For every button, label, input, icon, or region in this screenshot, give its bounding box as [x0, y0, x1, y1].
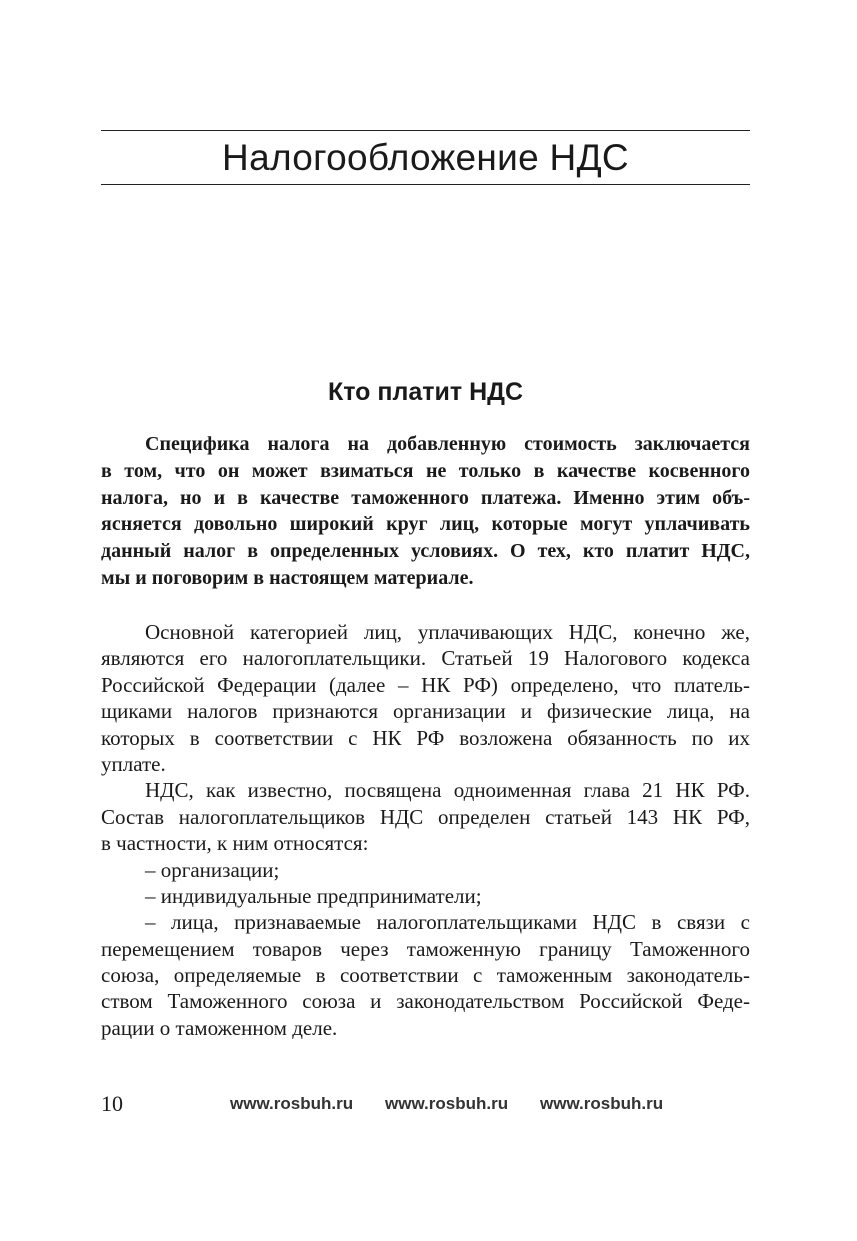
- paragraph: [101, 619, 750, 777]
- text-line: Специфика налога на добавленную стоимость заключается: [145, 433, 750, 455]
- paragraph: [101, 777, 750, 856]
- footer-url[interactable]: www.rosbuh.ru: [385, 1094, 509, 1113]
- text-line: мы и поговорим в настоящем материале.: [101, 566, 474, 589]
- list-item: – индивидуальные предприниматели;: [145, 883, 482, 908]
- text-line: Состав налогоплательщиков НДС определен статьей 143 НК РФ,: [101, 804, 750, 829]
- text-line: являются его налогоплательщики. Статьей 19 Налогового кодекса: [101, 646, 750, 671]
- text-line: которых в соответствии с НК РФ возложена обязанность по их: [101, 725, 750, 750]
- text-line: – лица, признаваемые налогоплательщиками НДС в связи с: [145, 910, 750, 935]
- page-number: 10: [101, 1091, 123, 1116]
- text-line: рации о таможенном деле.: [101, 1015, 338, 1040]
- page-footer: [101, 1090, 750, 1118]
- text-line: Основной категорией лиц, уплачивающих НДС, конечно же,: [145, 620, 750, 644]
- text-line: данный налог в определенных условиях. О тех, кто платит НДС,: [101, 540, 750, 563]
- list-item: [101, 909, 750, 1041]
- text-line: НДС, как известно, посвящена одноименная глава 21 НК РФ.: [145, 778, 750, 803]
- text-line: союза, определяемые в соответствии с таможенным законодатель-: [101, 963, 750, 988]
- footer-url[interactable]: www.rosbuh.ru: [230, 1094, 354, 1113]
- text-line: щиками налогов признаются организации и физические лица, на: [101, 699, 750, 724]
- text-line: в том, что он может взиматься не только в качестве косвенного: [101, 459, 750, 482]
- bottom-rule: [101, 184, 750, 185]
- list-item: – организации;: [145, 857, 280, 882]
- top-rule: [101, 130, 750, 131]
- text-line: перемещением товаров через таможенную границу Таможенного: [101, 936, 750, 961]
- section-title: Кто платит НДС: [328, 378, 523, 406]
- text-line: ством Таможенного союза и законодательством Российской Феде-: [101, 989, 750, 1014]
- text-line: уплате.: [101, 751, 166, 776]
- text-line: Российской Федерации (далее – НК РФ) определено, что платель-: [101, 672, 750, 697]
- body-text: [101, 619, 750, 1041]
- chapter-title: Налогообложение НДС: [222, 137, 629, 178]
- text-line: налога, но и в качестве таможенного платежа. Именно этим объ-: [101, 486, 750, 509]
- text-line: ясняется довольно широкий круг лиц, которые могут уплачивать: [101, 513, 750, 536]
- lead-paragraph: [101, 431, 750, 592]
- text-line: в частности, к ним относятся:: [101, 831, 369, 856]
- footer-url[interactable]: www.rosbuh.ru: [540, 1094, 664, 1113]
